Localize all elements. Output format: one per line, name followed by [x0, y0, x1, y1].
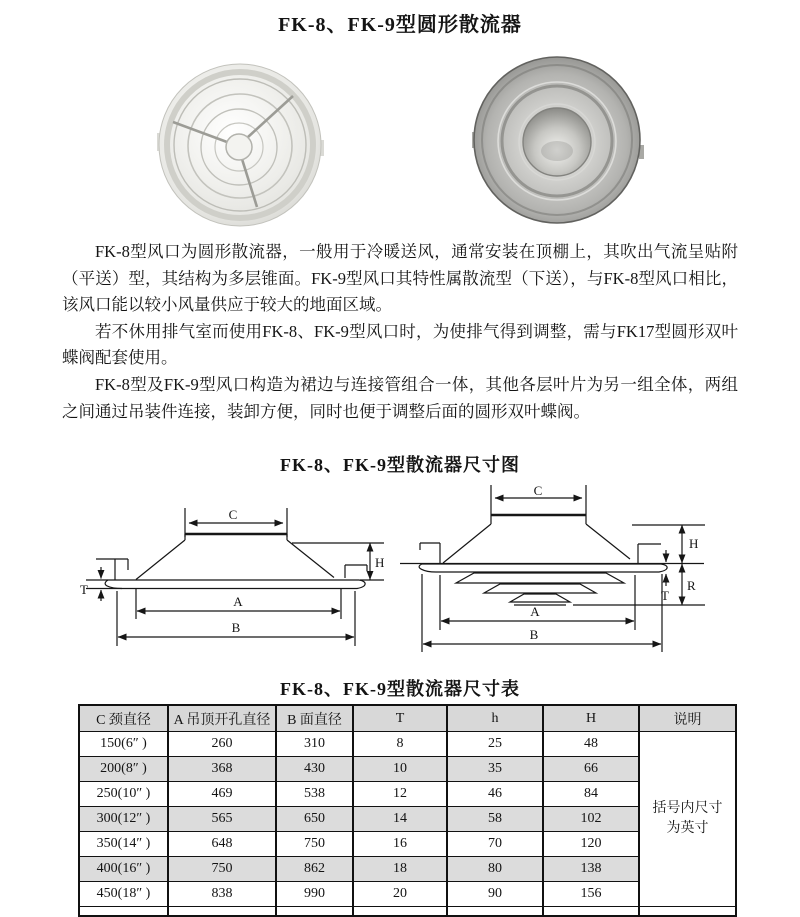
table-header-cell: A 吊顶开孔直径	[168, 705, 276, 732]
cutoff-cell	[447, 907, 543, 917]
dim-label-b: B	[231, 620, 241, 635]
table-header-row	[79, 705, 736, 732]
table-header-cell: B 面直径	[276, 705, 353, 732]
value-cell: 48	[543, 732, 639, 757]
value-cell: 18	[353, 857, 447, 882]
value-cell: 46	[447, 782, 543, 807]
value-cell: 469	[168, 782, 276, 807]
dim-label-c: C	[228, 507, 238, 522]
dim-label-c: C	[533, 483, 543, 498]
dim-label-h: H	[375, 555, 385, 570]
value-cell: 565	[168, 807, 276, 832]
value-cell: 66	[543, 757, 639, 782]
dim-label-b: B	[529, 627, 539, 642]
value-cell: 650	[276, 807, 353, 832]
dim-label-t: T	[661, 588, 669, 603]
table-header-cell: H	[543, 705, 639, 732]
cutoff-cell	[353, 907, 447, 917]
value-cell: 16	[353, 832, 447, 857]
table-row	[79, 782, 736, 807]
table-header-cell: C 颈直径	[79, 705, 168, 732]
dim-label-t: T	[80, 582, 88, 597]
dimensions-table	[78, 704, 737, 917]
table-row	[79, 732, 736, 757]
dim-label-a: A	[530, 604, 540, 619]
table-header-cell: h	[447, 705, 543, 732]
table-row	[79, 882, 736, 907]
value-cell: 80	[447, 857, 543, 882]
value-cell: 25	[447, 732, 543, 757]
value-cell: 838	[168, 882, 276, 907]
value-cell: 90	[447, 882, 543, 907]
size-cell: 150(6″ )	[79, 732, 168, 757]
body-paragraph: FK-8型风口为圆形散流器，一般用于冷暖送风，通常安装在顶棚上，其吹出气流呈贴附（平送）型，其结构为多层锥面。FK-9型风口其特性属散流型（下送），与FK-8型风口相比，该风口能以较小风量供应于较大的地面区域。	[62, 242, 738, 315]
table-row	[79, 807, 736, 832]
table-header-cell: T	[353, 705, 447, 732]
note-cell: 括号内尺寸为英寸	[639, 732, 736, 907]
diffuser-photo-fk9	[472, 50, 644, 230]
dim-label-r: R	[687, 578, 696, 593]
body-paragraph: 若不休用排气室而使用FK-8、FK-9型风口时，为使排气得到调整，需与FK17型圆形双叶蝶阀配套使用。	[62, 321, 738, 368]
table-header-cell: 说明	[639, 705, 736, 732]
value-cell: 102	[543, 807, 639, 832]
table-body	[79, 732, 736, 917]
value-cell: 58	[447, 807, 543, 832]
value-cell: 310	[276, 732, 353, 757]
cutoff-cell	[79, 907, 168, 917]
cutoff-cell	[276, 907, 353, 917]
dim-label-a: A	[233, 594, 243, 609]
value-cell: 368	[168, 757, 276, 782]
value-cell: 430	[276, 757, 353, 782]
cutoff-cell	[639, 907, 736, 917]
table-row	[79, 757, 736, 782]
table-row	[79, 832, 736, 857]
value-cell: 538	[276, 782, 353, 807]
page-title: FK-8、FK-9型圆形散流器	[278, 14, 522, 36]
value-cell: 10	[353, 757, 447, 782]
hub	[226, 134, 252, 160]
value-cell: 990	[276, 882, 353, 907]
product-photos	[0, 42, 800, 238]
diffuser-photo-fk8	[157, 60, 324, 228]
value-cell: 20	[353, 882, 447, 907]
fk9-dimension-diagram	[398, 482, 720, 672]
value-cell: 84	[543, 782, 639, 807]
size-cell: 400(16″ )	[79, 857, 168, 882]
size-cell: 350(14″ )	[79, 832, 168, 857]
section-title-diagram: FK-8、FK-9型散流器尺寸图	[280, 455, 520, 475]
dim-label-h: H	[689, 536, 699, 551]
value-cell: 14	[353, 807, 447, 832]
cutoff-cell	[168, 907, 276, 917]
value-cell: 138	[543, 857, 639, 882]
size-cell: 250(10″ )	[79, 782, 168, 807]
size-cell: 450(18″ )	[79, 882, 168, 907]
size-cell: 300(12″ )	[79, 807, 168, 832]
value-cell: 8	[353, 732, 447, 757]
section-title-table: FK-8、FK-9型散流器尺寸表	[280, 679, 520, 699]
value-cell: 12	[353, 782, 447, 807]
value-cell: 70	[447, 832, 543, 857]
size-cell: 200(8″ )	[79, 757, 168, 782]
body-text	[62, 239, 738, 425]
table-row	[79, 857, 736, 882]
value-cell: 750	[168, 857, 276, 882]
dimension-diagrams	[0, 482, 800, 672]
cutoff-row	[79, 907, 736, 917]
value-cell: 35	[447, 757, 543, 782]
value-cell: 260	[168, 732, 276, 757]
fk8-dimension-diagram	[78, 482, 400, 672]
value-cell: 156	[543, 882, 639, 907]
value-cell: 862	[276, 857, 353, 882]
value-cell: 750	[276, 832, 353, 857]
body-paragraph: FK-8型及FK-9型风口构造为裙边与连接管组合一体，其他各层叶片为另一组全体，两组之间通过吊装件连接，装卸方便，同时也便于调整后面的圆形双叶蝶阀。	[62, 374, 738, 421]
cutoff-cell	[543, 907, 639, 917]
value-cell: 648	[168, 832, 276, 857]
value-cell: 120	[543, 832, 639, 857]
